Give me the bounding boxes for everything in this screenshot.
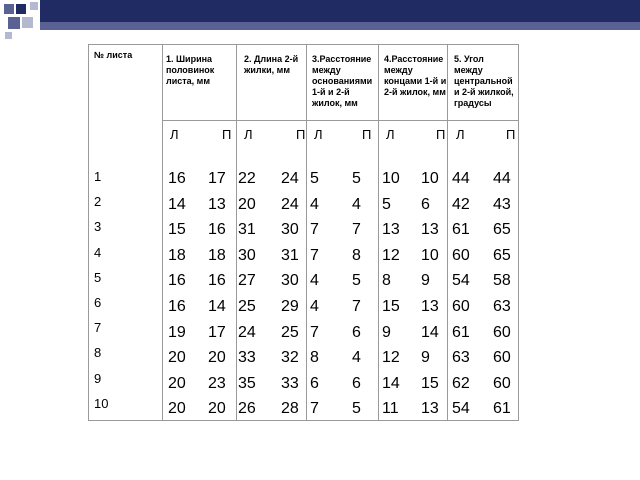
table-cell: 14 (382, 375, 400, 392)
table-cell: 7 (352, 298, 361, 315)
table-cell: 23 (208, 375, 226, 392)
table-cell: 25 (281, 324, 299, 341)
sub-header-right: П (362, 127, 372, 142)
table-cell: 29 (281, 298, 299, 315)
header-second-vein-length: 2. Длина 2-й жилки, мм (244, 54, 299, 75)
table-cell: 27 (238, 272, 256, 289)
table-cell: 16 (208, 221, 226, 238)
table-cell: 9 (421, 349, 430, 366)
table-cell: 20 (208, 349, 226, 366)
table-cell: 20 (168, 375, 186, 392)
sub-header-right: П (506, 127, 516, 142)
table-cell: 20 (168, 400, 186, 417)
table-cell: 18 (208, 247, 226, 264)
table-cell: 5 (352, 272, 361, 289)
table-cell: 7 (310, 400, 319, 417)
table-cell: 54 (452, 400, 470, 417)
data-table (88, 44, 519, 421)
row-number: 1 (94, 169, 102, 184)
row-number: 3 (94, 219, 102, 234)
table-cell: 60 (493, 349, 511, 366)
decorative-header-squares (0, 0, 640, 40)
row-number: 6 (94, 295, 102, 310)
row-number: 8 (94, 345, 102, 360)
sub-header-left: Л (456, 127, 465, 142)
table-cell: 6 (352, 324, 361, 341)
header-base-distance: 3.Расстояние между основаниями 1-й и 2-й жилок, мм (312, 54, 373, 108)
header-angle: 5. Угол между центральной и 2-й жилкой, градусы (454, 54, 514, 108)
header-half-width: 1. Ширина половинок листа, мм (166, 54, 215, 86)
table-cell: 65 (493, 221, 511, 238)
table-cell: 7 (310, 247, 319, 264)
grid-line (518, 44, 519, 421)
table-cell: 5 (352, 170, 361, 187)
table-cell: 15 (168, 221, 186, 238)
table-cell: 44 (493, 170, 511, 187)
table-cell: 60 (452, 298, 470, 315)
table-cell: 54 (452, 272, 470, 289)
grid-line (447, 44, 448, 421)
grid-line (88, 420, 519, 421)
table-cell: 10 (382, 170, 400, 187)
row-number: 4 (94, 245, 102, 260)
table-cell: 4 (352, 349, 361, 366)
table-cell: 15 (421, 375, 439, 392)
row-number: 7 (94, 320, 102, 335)
table-cell: 30 (281, 272, 299, 289)
table-cell: 5 (310, 170, 319, 187)
deco-square (8, 17, 20, 29)
table-cell: 26 (238, 400, 256, 417)
deco-square (40, 22, 640, 30)
table-cell: 44 (452, 170, 470, 187)
row-number: 9 (94, 371, 102, 386)
table-cell: 42 (452, 196, 470, 213)
grid-line (236, 44, 237, 421)
table-cell: 7 (352, 221, 361, 238)
table-cell: 8 (352, 247, 361, 264)
deco-square (4, 4, 14, 14)
table-cell: 60 (493, 375, 511, 392)
sub-header-right: П (222, 127, 232, 142)
table-cell: 9 (421, 272, 430, 289)
grid-line (378, 44, 379, 421)
table-cell: 63 (493, 298, 511, 315)
table-cell: 22 (238, 170, 256, 187)
table-cell: 30 (281, 221, 299, 238)
table-cell: 12 (382, 247, 400, 264)
grid-line (162, 120, 519, 121)
table-cell: 31 (281, 247, 299, 264)
row-number: 2 (94, 194, 102, 209)
sub-header-left: Л (170, 127, 179, 142)
table-cell: 15 (382, 298, 400, 315)
table-cell: 5 (382, 196, 391, 213)
table-cell: 24 (238, 324, 256, 341)
sub-header-right: П (296, 127, 306, 142)
table-cell: 62 (452, 375, 470, 392)
header-end-distance: 4.Расстояние между концами 1-й и 2-й жилок, мм (384, 54, 447, 97)
deco-square (30, 2, 38, 10)
table-cell: 25 (238, 298, 256, 315)
table-cell: 4 (310, 272, 319, 289)
table-cell: 4 (352, 196, 361, 213)
grid-line (88, 44, 519, 45)
grid-line (88, 44, 89, 421)
table-cell: 16 (168, 272, 186, 289)
deco-square (22, 17, 33, 28)
table-cell: 7 (310, 324, 319, 341)
table-cell: 30 (238, 247, 256, 264)
table-cell: 14 (168, 196, 186, 213)
table-cell: 14 (421, 324, 439, 341)
table-cell: 24 (281, 170, 299, 187)
table-cell: 61 (493, 400, 511, 417)
table-cell: 16 (168, 298, 186, 315)
grid-line (162, 44, 163, 421)
row-number: 5 (94, 270, 102, 285)
table-cell: 6 (352, 375, 361, 392)
table-cell: 60 (452, 247, 470, 264)
table-cell: 65 (493, 247, 511, 264)
table-cell: 4 (310, 298, 319, 315)
table-cell: 13 (382, 221, 400, 238)
table-cell: 32 (281, 349, 299, 366)
table-cell: 33 (238, 349, 256, 366)
table-cell: 13 (421, 400, 439, 417)
table-cell: 10 (421, 247, 439, 264)
table-cell: 60 (493, 324, 511, 341)
table-cell: 12 (382, 349, 400, 366)
table-cell: 11 (382, 400, 399, 417)
table-cell: 28 (281, 400, 299, 417)
table-cell: 63 (452, 349, 470, 366)
table-cell: 7 (310, 221, 319, 238)
table-cell: 17 (208, 324, 226, 341)
table-cell: 4 (310, 196, 319, 213)
table-cell: 14 (208, 298, 226, 315)
deco-square (5, 32, 12, 39)
table-cell: 61 (452, 324, 470, 341)
table-cell: 17 (208, 170, 226, 187)
table-cell: 24 (281, 196, 299, 213)
table-cell: 6 (421, 196, 430, 213)
table-cell: 61 (452, 221, 470, 238)
table-cell: 20 (238, 196, 256, 213)
table-cell: 20 (168, 349, 186, 366)
table-cell: 58 (493, 272, 511, 289)
table-cell: 8 (382, 272, 391, 289)
table-cell: 5 (352, 400, 361, 417)
table-cell: 35 (238, 375, 256, 392)
table-cell: 43 (493, 196, 511, 213)
deco-square (40, 0, 640, 22)
table-cell: 31 (238, 221, 256, 238)
table-cell: 16 (208, 272, 226, 289)
table-cell: 9 (382, 324, 391, 341)
sub-header-left: Л (314, 127, 323, 142)
table-cell: 13 (208, 196, 226, 213)
table-cell: 13 (421, 221, 439, 238)
grid-line (306, 44, 307, 421)
table-cell: 8 (310, 349, 319, 366)
table-cell: 33 (281, 375, 299, 392)
table-cell: 16 (168, 170, 186, 187)
sub-header-left: Л (244, 127, 253, 142)
table-cell: 10 (421, 170, 439, 187)
table-cell: 20 (208, 400, 226, 417)
sub-header-left: Л (386, 127, 395, 142)
header-sheet-number: № листа (94, 50, 133, 60)
sub-header-right: П (436, 127, 446, 142)
deco-square (16, 4, 26, 14)
table-cell: 6 (310, 375, 319, 392)
table-cell: 19 (168, 324, 186, 341)
table-cell: 18 (168, 247, 186, 264)
row-number: 10 (94, 396, 109, 411)
table-cell: 13 (421, 298, 439, 315)
